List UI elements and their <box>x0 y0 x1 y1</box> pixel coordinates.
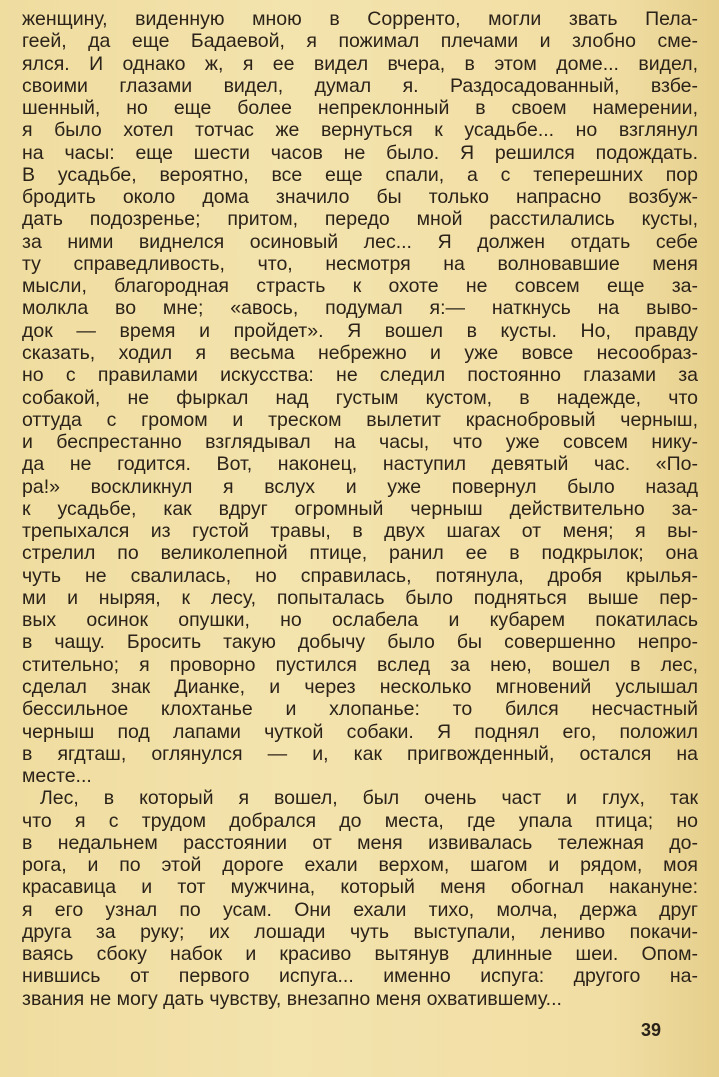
text-line: ра!» воскликнул я вслух и уже повернул было назад <box>22 475 698 498</box>
text-line: но с правилами искусства: не следил постоянно глазами за <box>22 364 698 387</box>
text-line: док — время и пройдет». Я вошел в кусты. Но, правду <box>22 319 698 342</box>
text-line: месте... <box>22 765 92 788</box>
text-line: я его узнал по усам. Они ехали тихо, молча, держа друг <box>22 898 698 921</box>
text-line: своими глазами видел, думал я. Раздосадованный, взбе- <box>22 74 698 97</box>
text-line: мысли, благородная страсть к охоте не совсем еще за- <box>22 275 698 298</box>
text-line: красавица и тот мужчина, который меня обогнал накануне: <box>22 876 698 899</box>
text-line: сказать, ходил я весьма небрежно и уже вовсе несообраз- <box>22 341 698 364</box>
text-line: женщину, виденную мною в Сорренто, могли звать Пела- <box>22 8 698 30</box>
text-line: бродить около дома значило бы только напрасно возбуж- <box>22 186 698 209</box>
text-line: звания не могу дать чувству, внезапно меня охватившему... <box>22 987 562 1010</box>
page-number: 39 <box>641 1020 662 1040</box>
text-line: и беспрестанно взглядывал на часы, что уже совсем нику- <box>22 431 698 454</box>
text-line: да не годится. Вот, наконец, наступил девятый час. «По- <box>22 453 698 476</box>
text-line: в ягдташ, оглянулся — и, как пригвожденный, остался на <box>22 742 698 765</box>
text-line: за ними виднелся осиновый лес... Я должен отдать себе <box>22 230 698 253</box>
text-line: нившись от первого испуга... именно испуга: другого на- <box>22 965 698 988</box>
text-line: бессильное клохтанье и хлопанье: то бился несчастный <box>22 698 698 721</box>
text-line: ваясь сбоку набок и красиво вытянув длинные шеи. Опом- <box>22 943 698 966</box>
text-line: к усадьбе, как вдруг огромный черныш действительно за- <box>22 497 698 520</box>
text-line: вых осинок опушки, но ослабела и кубарем покатилась <box>22 609 698 632</box>
text-line: сделал знак Дианке, и через несколько мгновений услышал <box>22 675 698 698</box>
text-line: Лес, в который я вошел, был очень част и глух, так <box>40 787 698 810</box>
text-line: в недальнем расстоянии от меня извивалась тележная до- <box>22 831 698 854</box>
text-line: оттуда с громом и треском вылетит краснобровый черныш, <box>22 408 698 431</box>
text-line: чуть не свалилась, но справилась, потянула, дробя крылья- <box>22 564 698 587</box>
text-line: ми и ныряя, к лесу, попыталась было подняться выше пер- <box>22 586 698 609</box>
text-line: молкла во мне; «авось, подумал я:— наткнусь на выво- <box>22 297 698 320</box>
text-line: в чащу. Бросить такую добычу было бы совершенно непро- <box>22 631 698 654</box>
text-line: собакой, не фыркал над густым кустом, в надежде, что <box>22 386 698 409</box>
text-line: стрелил по великолепной птице, ранил ее в подкрылок; она <box>22 542 698 565</box>
text-line: ту справедливость, что, несмотря на волновавшие меня <box>22 252 698 275</box>
text-line: на часы: еще шести часов не было. Я решился подождать. <box>22 141 698 164</box>
text-line: друга за руку; их лошади чуть выступали, лениво покачи- <box>22 920 698 943</box>
text-line: что я с трудом добрался до места, где упала птица; но <box>22 809 698 832</box>
text-line: стительно; я проворно пустился вслед за нею, вошел в лес, <box>22 653 698 676</box>
text-line: шенный, но еще более непреклонный в своем намерении, <box>22 97 698 120</box>
text-line: трепыхался из густой травы, в двух шагах от меня; я вы- <box>22 520 698 543</box>
text-line: геей, да еще Бадаевой, я пожимал плечами и злобно сме- <box>22 30 698 53</box>
text-line: В усадьбе, вероятно, все еще спали, а с теперешних пор <box>22 163 698 186</box>
text-line: я было хотел тотчас же вернуться к усадьбе... но взглянул <box>22 119 698 142</box>
text-line: ялся. И однако ж, я ее видел вчера, в этом доме... видел, <box>22 52 698 75</box>
text-line: дать подозренье; притом, передо мной расстилались кусты, <box>22 208 698 231</box>
text-line: черныш под лапами чуткой собаки. Я поднял его, положил <box>22 720 698 743</box>
page-body-text <box>22 8 698 1010</box>
text-line: рога, и по этой дороге ехали верхом, шагом и рядом, моя <box>22 854 698 877</box>
